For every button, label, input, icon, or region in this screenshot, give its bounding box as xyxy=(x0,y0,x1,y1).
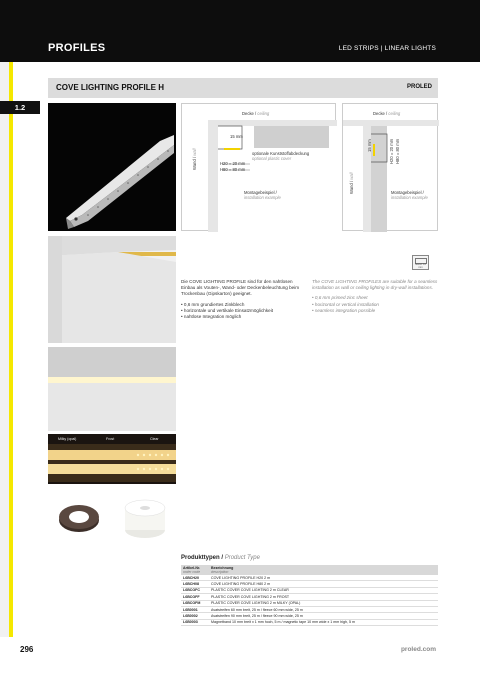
fleece-roll-photo xyxy=(114,488,176,548)
wall-label-right: Wand / wall xyxy=(349,172,354,194)
product-name: COVE LIGHTING PROFILE H xyxy=(56,83,165,92)
col-code-header: Artikel-Nr. order code xyxy=(181,565,209,575)
table-row: L6B0002 Avatstreifen 90 mm breit, 25 m / fleece 90 mm wide, 25 m xyxy=(181,613,438,619)
installation-photo-2 xyxy=(48,347,176,431)
profile-dimension-icon: Stand. 10 mm xyxy=(412,255,429,270)
description-de xyxy=(181,279,307,320)
brand-logo: PROLED xyxy=(406,84,432,90)
top-bar xyxy=(0,0,480,62)
dimension-top-left: 15 mm xyxy=(230,134,243,139)
diagram-drawing-right xyxy=(343,104,439,232)
side-accent-stripe xyxy=(9,62,13,637)
cover-caption-milky: Milky (opal) xyxy=(58,437,77,441)
description-en-bullets xyxy=(312,295,438,314)
description-en xyxy=(312,279,438,314)
bullet-en-1: • 0,6 mm primed zinc sheet xyxy=(312,295,438,301)
wall-label-left: Wand / wall xyxy=(192,148,197,170)
profile-render xyxy=(48,103,176,231)
product-photo xyxy=(48,103,176,231)
page-number: 296 xyxy=(20,645,34,654)
installation-diagram-left xyxy=(181,103,336,231)
description-de-bullets xyxy=(181,302,307,321)
cover-caption-clear: Clear xyxy=(150,437,159,441)
table-row: L6BCH08 COVE LIGHTING PROFILE H80 2 m xyxy=(181,581,438,587)
description-en-intro: The COVE LIGHTING PROFILES are suitable for a seamless installation as wall or ceiling lighting in dry-wall installations. xyxy=(312,279,438,291)
ceiling-label-left: Decke / ceiling xyxy=(242,111,270,116)
cover-caption-frost: Frost xyxy=(106,437,115,441)
table-row: L6BCOFM PLASTIC COVER COVE LIGHTING 2 m MILKY (OPAL) xyxy=(181,600,438,606)
bullet-de-1: • 0,6 mm grundiertes Zinkblech xyxy=(181,302,307,308)
ceiling-label-right: Decke / ceiling xyxy=(373,111,401,116)
category-label: LED STRIPS | LINEAR LIGHTS xyxy=(338,45,436,52)
installation-diagram-right xyxy=(342,103,438,231)
table-row: L6B0001 Avatstreifen 60 mm breit, 25 m / fleece 60 mm wide, 25 m xyxy=(181,606,438,612)
bullet-de-3: • nahtlose Integration möglich xyxy=(181,314,307,320)
table-row: L6BCOFC PLASTIC COVER COVE LIGHTING 2 m CLEAR xyxy=(181,587,438,593)
website-link[interactable]: proled.com xyxy=(400,646,436,653)
product-types-title: Produkttypen / Product Type xyxy=(181,555,260,561)
mount-label-right: Montagebeispiel / installation example xyxy=(391,190,428,200)
bullet-en-3: • seamless integration possible xyxy=(312,308,438,314)
product-header xyxy=(48,78,438,98)
cover-label-left: optionale Kunststoffabdeckung optional plastic cover xyxy=(252,151,310,161)
dimension-a-left: H20 = 20 mm xyxy=(220,161,246,166)
page-title: PROFILES xyxy=(48,42,106,54)
col-desc-header: Bezeichnung description xyxy=(209,565,438,575)
dimension-b-right: H80 = 80 mm xyxy=(395,138,400,164)
bullet-de-2: • horizontale und vertikale Einsatzmöglichkeit xyxy=(181,308,307,314)
table-row: L6BCOFF PLASTIC COVER COVE LIGHTING 2 m FROST xyxy=(181,594,438,600)
mount-label-left: Montagebeispiel / installation example xyxy=(244,190,281,200)
diagram-drawing-left xyxy=(182,104,337,232)
description-de-intro: Die COVE LIGHTING PROFILE sind für den nahtlosen Einbau als Vouten-, Wand- oder Deckenbeleuchtung beim Trockenbau (Gipskarton) geeignet. xyxy=(181,279,300,297)
table-row: L6BCH20 COVE LIGHTING PROFILE H20 2 m xyxy=(181,575,438,581)
table-row: L6B0003 Magnetband 10 mm breit x 1 mm hoch, 5 m / magnetic tape 10 mm wide x 1 mm high, 5 m xyxy=(181,619,438,625)
table-header-row xyxy=(181,565,438,575)
cover-options-photo xyxy=(48,434,176,484)
dimension-a-right: H20 = 20 mm xyxy=(389,138,394,164)
dimension-b-left: H80 = 80 mm xyxy=(220,167,246,172)
magnetic-tape-photo xyxy=(48,488,110,548)
bullet-en-2: • horizontal or vertical installation xyxy=(312,302,438,308)
section-number: 1.2 xyxy=(0,101,40,114)
installation-photo-1 xyxy=(48,236,176,343)
dimension-top-right: 15 mm xyxy=(367,139,372,152)
product-types-table xyxy=(181,565,438,626)
side-band xyxy=(0,62,9,637)
